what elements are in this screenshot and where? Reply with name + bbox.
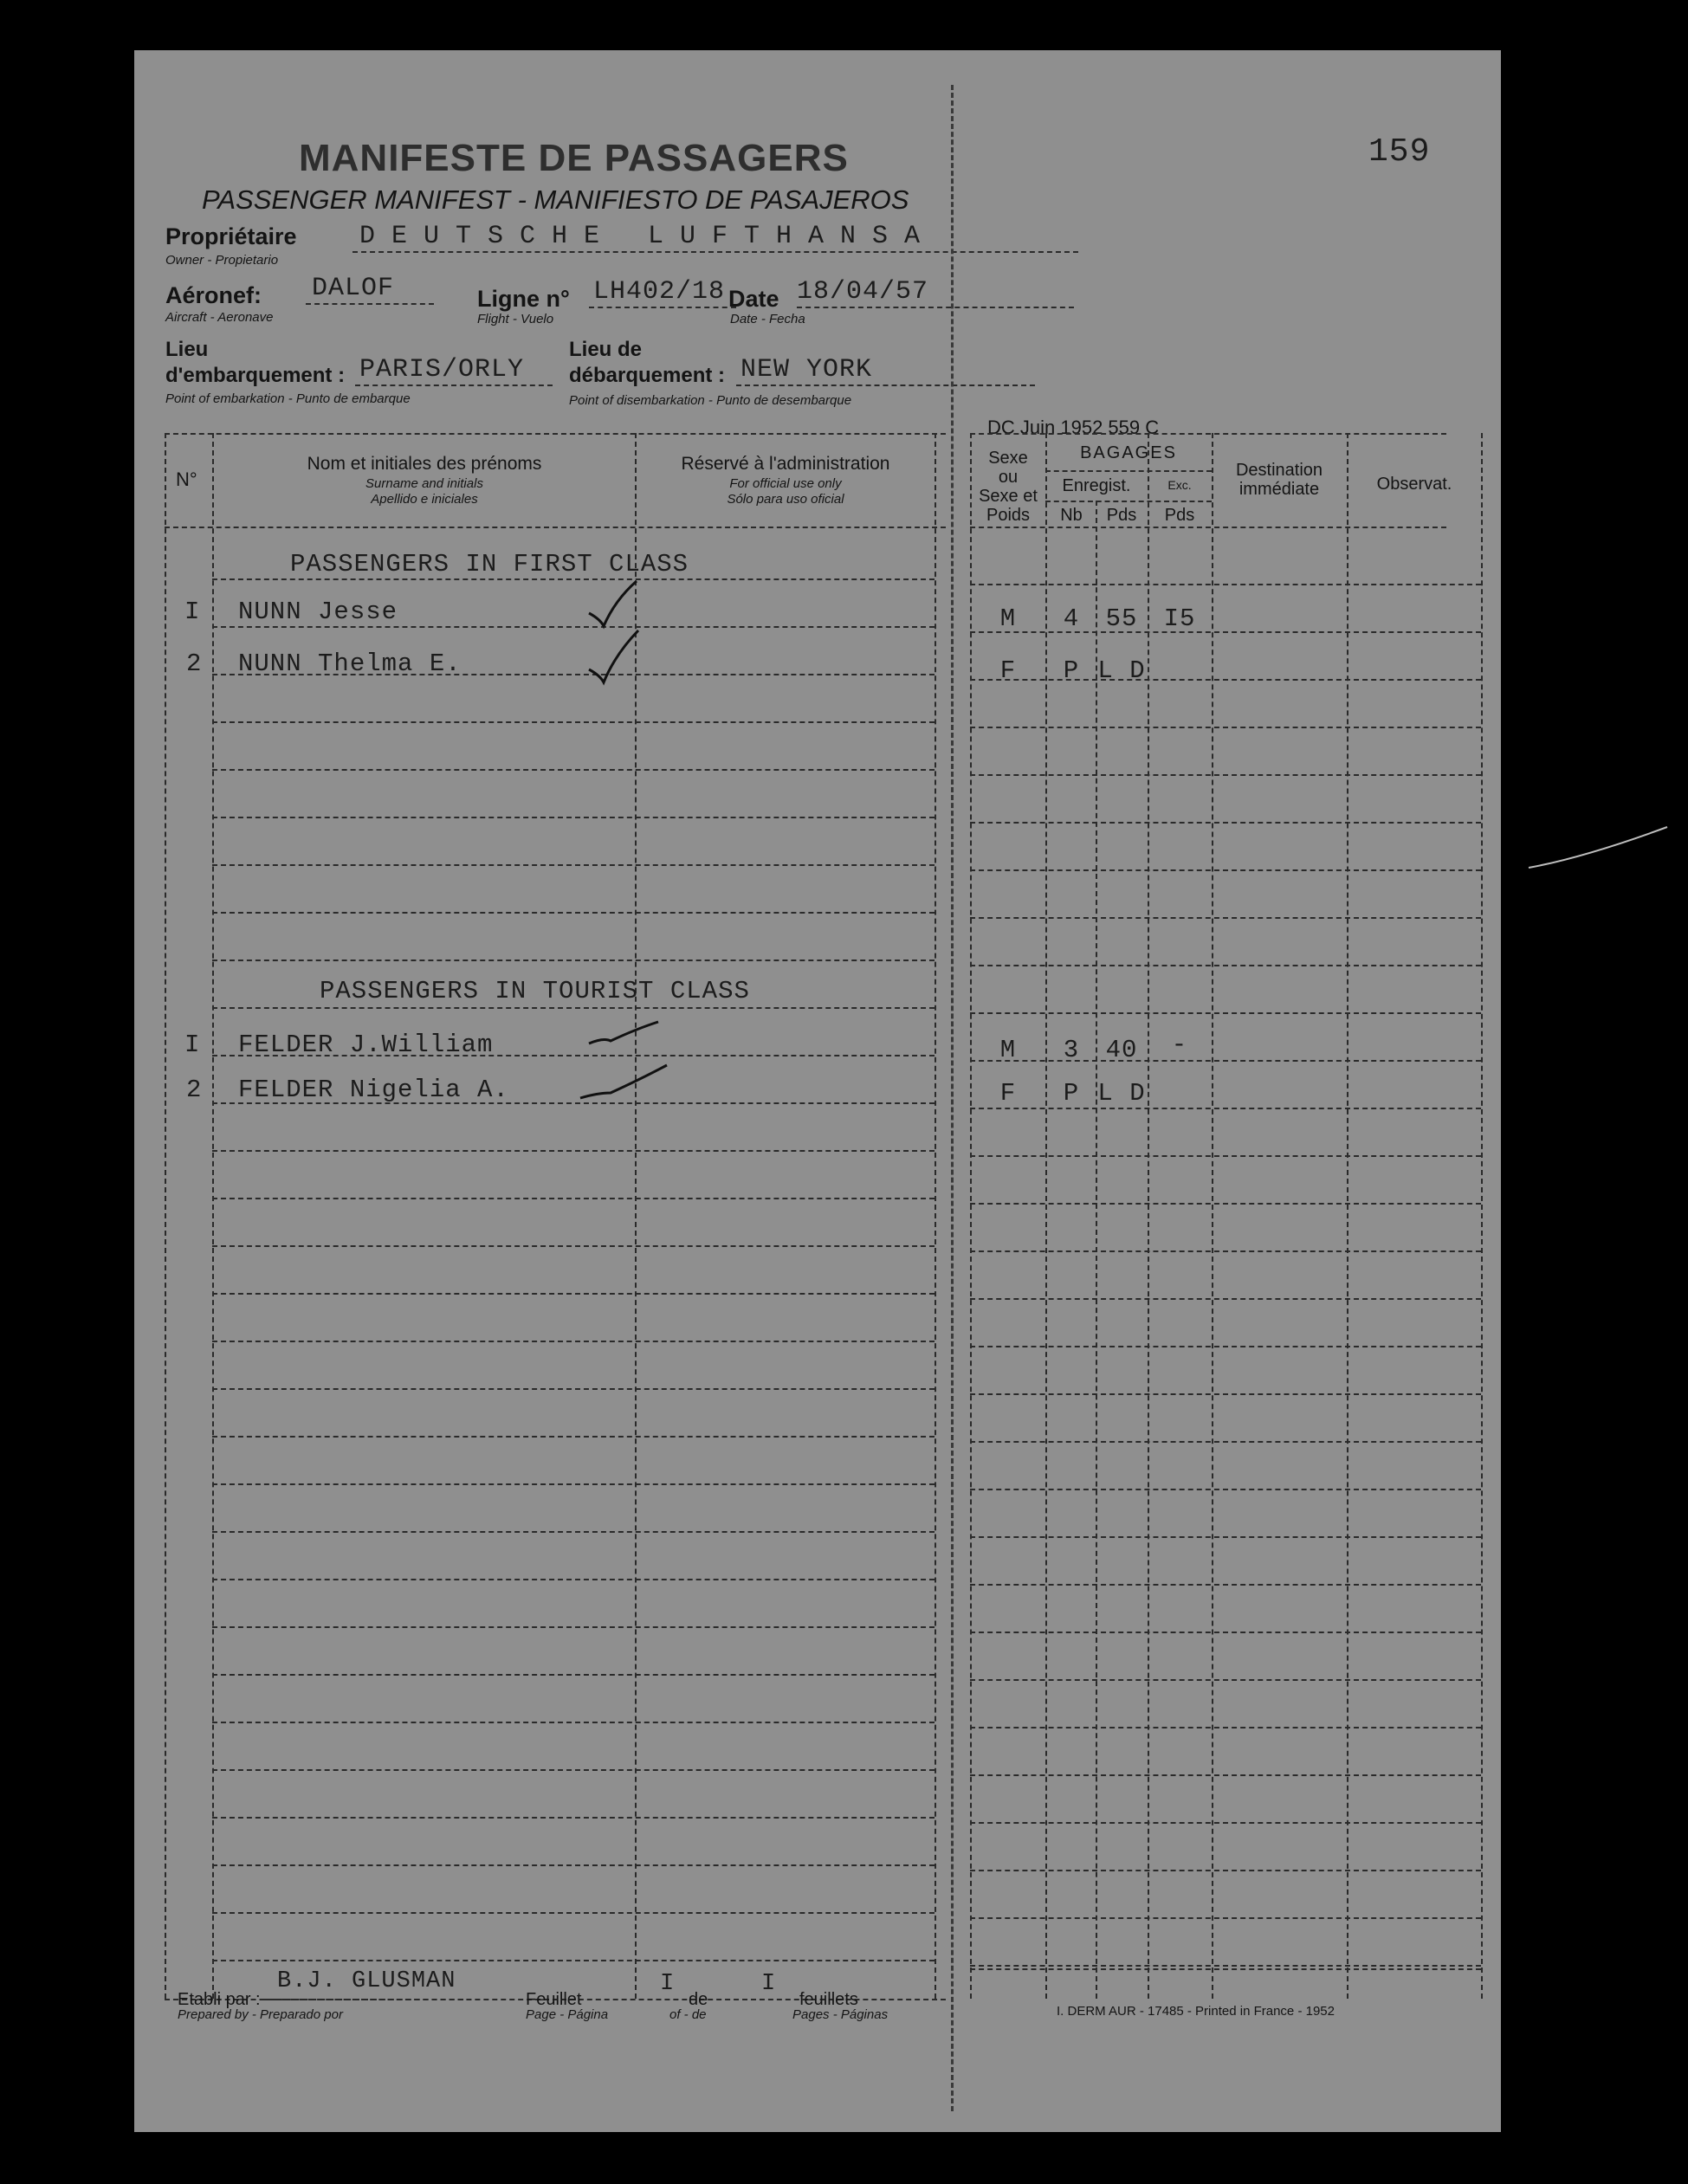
table-rule-line: [212, 1341, 935, 1342]
table-rule-line: [970, 584, 1481, 585]
table-rule-line: [212, 817, 935, 818]
table-rule-line: [970, 1203, 1481, 1205]
col-sex-header-1: Sexe: [988, 449, 1028, 468]
table-rule-line: [970, 1155, 1481, 1157]
tourist-class-row-1-nb: 3: [1063, 1036, 1080, 1064]
table-rule-line: [970, 1298, 1481, 1300]
table-rule-line: [970, 1774, 1481, 1776]
table-rule-line: [212, 1579, 935, 1580]
aircraft-underline: [306, 303, 434, 305]
first-class-row-2-no: 2: [186, 649, 203, 678]
col-admin-header-fr: Réservé à l'administration: [681, 454, 890, 474]
col-excess-pds-header: Pds: [1164, 506, 1195, 525]
title-main: MANIFESTE DE PASSAGERS: [299, 137, 849, 179]
right-table-border-right: [1481, 433, 1483, 1999]
right-table-header-bottom: [970, 527, 1446, 528]
table-rule-line: [212, 1769, 935, 1771]
table-rule-line: [970, 917, 1481, 919]
col-pds-header: Pds: [1106, 506, 1137, 525]
tourist-class-row-2-no: 2: [186, 1076, 203, 1104]
col-excess-header: Exc.: [1167, 478, 1192, 492]
table-rule-line: [970, 869, 1481, 871]
prepared-by-sublabel: Prepared by - Preparado por: [178, 2007, 343, 2022]
sheets-sublabel: Pages - Páginas: [792, 2007, 889, 2022]
table-rule-line: [212, 1483, 935, 1485]
table-rule-line: [212, 1626, 935, 1628]
scan-scratch-mark: [1524, 823, 1672, 875]
embarkation-sublabel: Point of embarkation - Punto de embarque: [165, 391, 411, 406]
aircraft-label: Aéronef:: [165, 282, 262, 308]
left-table-border-right: [935, 433, 936, 1999]
col-sex-header-4: Poids: [986, 506, 1031, 525]
left-table-col-divider-no: [212, 433, 214, 1999]
table-rule-line: [212, 1245, 935, 1247]
tourist-class-row-2-name: FELDER Nigelia A.: [238, 1076, 509, 1104]
owner-underline: [352, 251, 1078, 253]
table-rule-line: [212, 1674, 935, 1676]
col-sex-header-3: Sexe et: [979, 487, 1038, 506]
aircraft-sublabel: Aircraft - Aeronave: [165, 310, 274, 325]
flight-sublabel: Flight - Vuelo: [477, 312, 554, 326]
disembarkation-label-line1: Lieu de: [569, 338, 643, 361]
right-col-divider-excess: [1148, 433, 1149, 1999]
table-rule-line: [212, 1198, 935, 1199]
first-class-row-1-no: I: [184, 598, 201, 626]
baggage-subheader-line-2: [1045, 501, 1212, 502]
table-rule-line: [970, 965, 1481, 966]
total-sheets-value: I: [761, 1971, 777, 1997]
col-destination-header-1: Destination: [1235, 461, 1323, 480]
col-no-header: N°: [176, 468, 197, 490]
first-class-row-2-sex: F: [999, 656, 1017, 685]
first-class-heading: PASSENGERS IN FIRST CLASS: [290, 550, 689, 578]
flight-underline: [589, 307, 736, 308]
right-table-top: [970, 433, 1446, 435]
table-rule-line: [212, 626, 935, 628]
embarkation-underline: [355, 384, 553, 386]
prepared-by-underline: [264, 1999, 463, 2000]
tourist-class-row-1-sex: M: [999, 1036, 1017, 1064]
col-registered-header: Enregist.: [1062, 476, 1131, 495]
owner-label: Propriétaire: [165, 223, 297, 249]
table-rule-line: [212, 960, 935, 961]
disembarkation-label-line2: débarquement :: [569, 364, 726, 387]
table-rule-line: [212, 721, 935, 723]
table-rule-line: [212, 769, 935, 771]
tourist-class-heading: PASSENGERS IN TOURIST CLASS: [320, 977, 750, 1005]
table-rule-line: [970, 1965, 1481, 1967]
first-class-row-1-pds: 55: [1105, 604, 1138, 633]
manifest-sheet: [134, 50, 1501, 2132]
table-rule-line: [970, 1393, 1481, 1395]
table-rule-line: [212, 1436, 935, 1438]
title-subtitle: PASSENGER MANIFEST - MANIFIESTO DE PASAJEROS: [202, 184, 909, 215]
table-rule-line: [970, 1584, 1481, 1586]
check-mark-icon: [585, 1013, 663, 1056]
table-rule-line: [970, 1822, 1481, 1824]
tourist-class-row-1-excess: -: [1171, 1031, 1188, 1059]
date-value: 18/04/57: [797, 277, 929, 307]
date-label: Date: [728, 286, 779, 312]
table-rule-line: [212, 1722, 935, 1723]
of-label: de: [689, 1990, 708, 2009]
table-rule-line: [970, 1679, 1481, 1681]
table-rule-line: [212, 1817, 935, 1819]
first-class-row-1-sex: M: [999, 604, 1017, 633]
owner-value: DEUTSCHE LUFTHANSA: [359, 222, 937, 251]
form-code: DC Juin 1952 559 C: [987, 417, 1160, 438]
table-rule-line: [970, 1727, 1481, 1728]
col-admin-header-en: For official use only: [729, 476, 842, 491]
prepared-by-label: Etabli par :: [178, 1990, 261, 2009]
page-number: 159: [1368, 133, 1431, 171]
table-rule-line: [212, 1293, 935, 1295]
aircraft-value: DALOF: [312, 274, 395, 303]
fold-line: [951, 85, 954, 2111]
table-rule-line: [970, 1536, 1481, 1538]
disembarkation-value: NEW YORK: [741, 355, 873, 384]
flight-label: Ligne n°: [477, 286, 570, 312]
sheet-label: Feuillet: [526, 1990, 582, 2009]
table-rule-line: [212, 864, 935, 866]
table-rule-line: [212, 578, 935, 580]
baggage-subheader-line: [1045, 470, 1212, 472]
table-rule-line: [970, 1346, 1481, 1347]
check-mark-icon: [585, 622, 645, 691]
table-rule-line: [970, 1870, 1481, 1871]
col-nb-header: Nb: [1060, 506, 1083, 525]
left-table-header-bottom: [165, 527, 946, 528]
table-rule-line: [970, 1441, 1481, 1443]
disembarkation-sublabel: Point of disembarkation - Punto de desembarque: [569, 393, 852, 408]
col-destination-header-2: immédiate: [1239, 480, 1320, 499]
table-rule-line: [212, 1388, 935, 1390]
col-baggage-header: BAGAGES: [1080, 443, 1177, 462]
sheets-label: feuillets: [799, 1990, 858, 2009]
col-observations-header: Observat.: [1376, 475, 1452, 494]
right-table-bottom: [970, 1968, 1481, 1970]
first-class-row-1-nb: 4: [1063, 604, 1080, 633]
embarkation-value: PARIS/ORLY: [359, 355, 525, 384]
col-sex-header-2: ou: [998, 468, 1019, 487]
tourist-class-row-2-nb: P: [1063, 1079, 1080, 1108]
table-rule-line: [970, 1632, 1481, 1633]
first-class-row-1-excess: I5: [1163, 604, 1196, 633]
table-rule-line: [212, 1150, 935, 1152]
col-name-header-es: Apellido e iniciales: [371, 492, 478, 507]
col-admin-header-es: Sólo para uso oficial: [727, 492, 844, 507]
first-class-row-2-name: NUNN Thelma E.: [238, 649, 462, 678]
table-rule-line: [970, 1012, 1481, 1014]
table-rule-line: [970, 774, 1481, 776]
sheet-value: I: [660, 1971, 676, 1997]
flight-value: LH402/18: [593, 277, 726, 307]
col-name-header-en: Surname and initials: [365, 476, 483, 491]
first-class-row-2-pds: L D: [1097, 656, 1146, 685]
tourist-class-row-1-no: I: [184, 1031, 201, 1059]
sheet-sublabel: Page - Página: [526, 2007, 609, 2022]
right-col-divider-observ: [1347, 433, 1348, 1999]
right-col-divider-destination: [1212, 433, 1213, 1999]
col-name-header-fr: Nom et initiales des prénoms: [307, 454, 542, 474]
tourist-class-row-1-name: FELDER J.William: [238, 1031, 494, 1059]
prepared-by-value: B.J. GLUSMAN: [277, 1968, 456, 1994]
embarkation-label-line2: d'embarquement :: [165, 364, 346, 387]
table-rule-line: [212, 1007, 935, 1009]
table-rule-line: [970, 1108, 1481, 1109]
tourist-class-row-2-pds: L D: [1097, 1079, 1146, 1108]
disembarkation-underline: [736, 384, 1035, 386]
table-rule-line: [212, 912, 935, 914]
table-rule-line: [970, 1250, 1481, 1252]
printer-imprint: I. DERM AUR - 17485 - Printed in France - 1952: [1057, 2004, 1335, 2019]
date-underline: [797, 307, 1074, 308]
table-rule-line: [212, 1531, 935, 1533]
check-mark-icon: [576, 1055, 671, 1107]
table-rule-line: [970, 822, 1481, 824]
date-sublabel: Date - Fecha: [730, 312, 805, 326]
left-table-border-left: [165, 433, 166, 1999]
table-rule-line: [970, 727, 1481, 728]
table-rule-line: [970, 1489, 1481, 1490]
table-rule-line: [970, 1917, 1481, 1919]
left-table-top: [165, 433, 946, 435]
table-rule-line: [212, 1864, 935, 1866]
table-rule-line: [212, 1912, 935, 1914]
embarkation-label-line1: Lieu: [165, 338, 209, 361]
owner-sublabel: Owner - Propietario: [165, 253, 279, 268]
table-rule-line: [212, 1960, 935, 1961]
tourist-class-row-2-sex: F: [999, 1079, 1017, 1108]
tourist-class-row-1-pds: 40: [1105, 1036, 1138, 1064]
first-class-row-1-name: NUNN Jesse: [238, 598, 398, 626]
of-sublabel: of - de: [669, 2007, 707, 2022]
first-class-row-2-nb: P: [1063, 656, 1080, 685]
